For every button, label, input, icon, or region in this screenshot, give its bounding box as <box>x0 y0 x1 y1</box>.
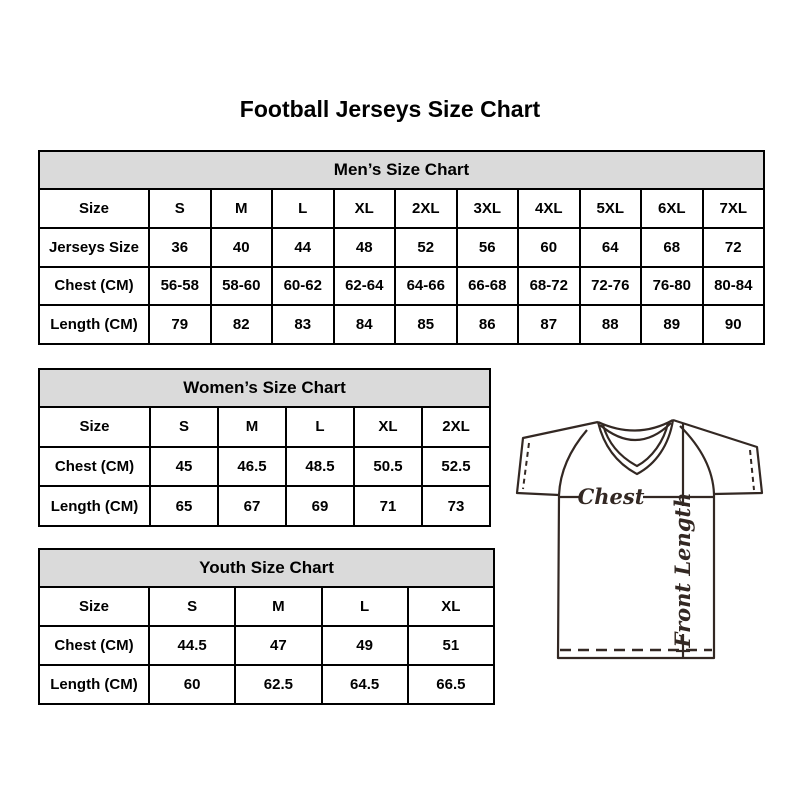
row-label: Size <box>40 190 148 227</box>
table-cell: 87 <box>519 306 579 343</box>
table-cell: 68 <box>642 229 702 266</box>
table-cell: 66.5 <box>409 666 493 703</box>
row-label: Chest (CM) <box>40 448 149 486</box>
row-label: Size <box>40 588 148 625</box>
table-cell: M <box>212 190 272 227</box>
table-cell: 40 <box>212 229 272 266</box>
youth-size-table <box>38 548 495 705</box>
table-cell: 89 <box>642 306 702 343</box>
table-cell: 56 <box>458 229 518 266</box>
table-cell: 51 <box>409 627 493 664</box>
table-cell: 44 <box>273 229 333 266</box>
table-cell: 7XL <box>704 190 764 227</box>
row-label: Length (CM) <box>40 666 148 703</box>
table-cell: 56-58 <box>150 268 210 305</box>
table-cell: L <box>273 190 333 227</box>
table-cell: 68-72 <box>519 268 579 305</box>
table-cell: 64 <box>581 229 641 266</box>
table-cell: 52.5 <box>423 448 489 486</box>
table-cell: 71 <box>355 487 421 525</box>
table-cell: 64-66 <box>396 268 456 305</box>
table-cell: 72 <box>704 229 764 266</box>
jersey-outline-icon <box>517 420 762 658</box>
table-cell: 66-68 <box>458 268 518 305</box>
table-cell: 90 <box>704 306 764 343</box>
table-cell: 60 <box>150 666 234 703</box>
table-cell: 2XL <box>423 408 489 446</box>
row-label: Jerseys Size <box>40 229 148 266</box>
table-cell: 3XL <box>458 190 518 227</box>
table-cell: 48 <box>335 229 395 266</box>
table-cell: 52 <box>396 229 456 266</box>
row-label: Length (CM) <box>40 306 148 343</box>
chest-label: Chest <box>577 484 645 509</box>
table-cell: 60-62 <box>273 268 333 305</box>
table-cell: S <box>150 588 234 625</box>
table-cell: 6XL <box>642 190 702 227</box>
table-cell: 84 <box>335 306 395 343</box>
table-cell: 76-80 <box>642 268 702 305</box>
table-cell: 64.5 <box>323 666 407 703</box>
table-cell: XL <box>409 588 493 625</box>
table-cell: 72-76 <box>581 268 641 305</box>
table-cell: 4XL <box>519 190 579 227</box>
womens-size-table <box>38 368 491 527</box>
table-cell: 73 <box>423 487 489 525</box>
table-cell: 69 <box>287 487 353 525</box>
jersey-measurement-diagram <box>503 403 773 668</box>
table-cell: 86 <box>458 306 518 343</box>
row-label: Chest (CM) <box>40 627 148 664</box>
table-cell: 58-60 <box>212 268 272 305</box>
table-cell: 50.5 <box>355 448 421 486</box>
jersey-seam-icon <box>680 426 714 494</box>
table-cell: 60 <box>519 229 579 266</box>
table-cell: M <box>236 588 320 625</box>
table-cell: 62-64 <box>335 268 395 305</box>
table-cell: 83 <box>273 306 333 343</box>
table-cell: 82 <box>212 306 272 343</box>
table-cell: 65 <box>151 487 217 525</box>
row-label: Chest (CM) <box>40 268 148 305</box>
table-cell: 67 <box>219 487 285 525</box>
table-cell: 79 <box>150 306 210 343</box>
jersey-cuff-stitch-icon <box>750 450 754 490</box>
table-title: Men’s Size Chart <box>40 152 763 188</box>
jersey-cuff-stitch-icon <box>523 443 529 489</box>
table-cell: 47 <box>236 627 320 664</box>
table-cell: 2XL <box>396 190 456 227</box>
table-cell: 46.5 <box>219 448 285 486</box>
table-cell: XL <box>355 408 421 446</box>
table-cell: L <box>287 408 353 446</box>
table-cell: XL <box>335 190 395 227</box>
table-cell: 49 <box>323 627 407 664</box>
table-cell: 45 <box>151 448 217 486</box>
table-cell: L <box>323 588 407 625</box>
table-title: Women’s Size Chart <box>40 370 489 406</box>
table-cell: 5XL <box>581 190 641 227</box>
table-cell: 48.5 <box>287 448 353 486</box>
jersey-collar-icon <box>598 420 673 431</box>
table-cell: 80-84 <box>704 268 764 305</box>
table-cell: S <box>150 190 210 227</box>
table-cell: 85 <box>396 306 456 343</box>
table-cell: 36 <box>150 229 210 266</box>
row-label: Size <box>40 408 149 446</box>
mens-size-table <box>38 150 765 345</box>
table-cell: 88 <box>581 306 641 343</box>
table-cell: S <box>151 408 217 446</box>
table-cell: 62.5 <box>236 666 320 703</box>
table-cell: M <box>219 408 285 446</box>
page-title: Football Jerseys Size Chart <box>239 96 541 122</box>
front-length-label: Front Length <box>670 492 695 648</box>
table-cell: 44.5 <box>150 627 234 664</box>
table-title: Youth Size Chart <box>40 550 493 586</box>
row-label: Length (CM) <box>40 487 149 525</box>
